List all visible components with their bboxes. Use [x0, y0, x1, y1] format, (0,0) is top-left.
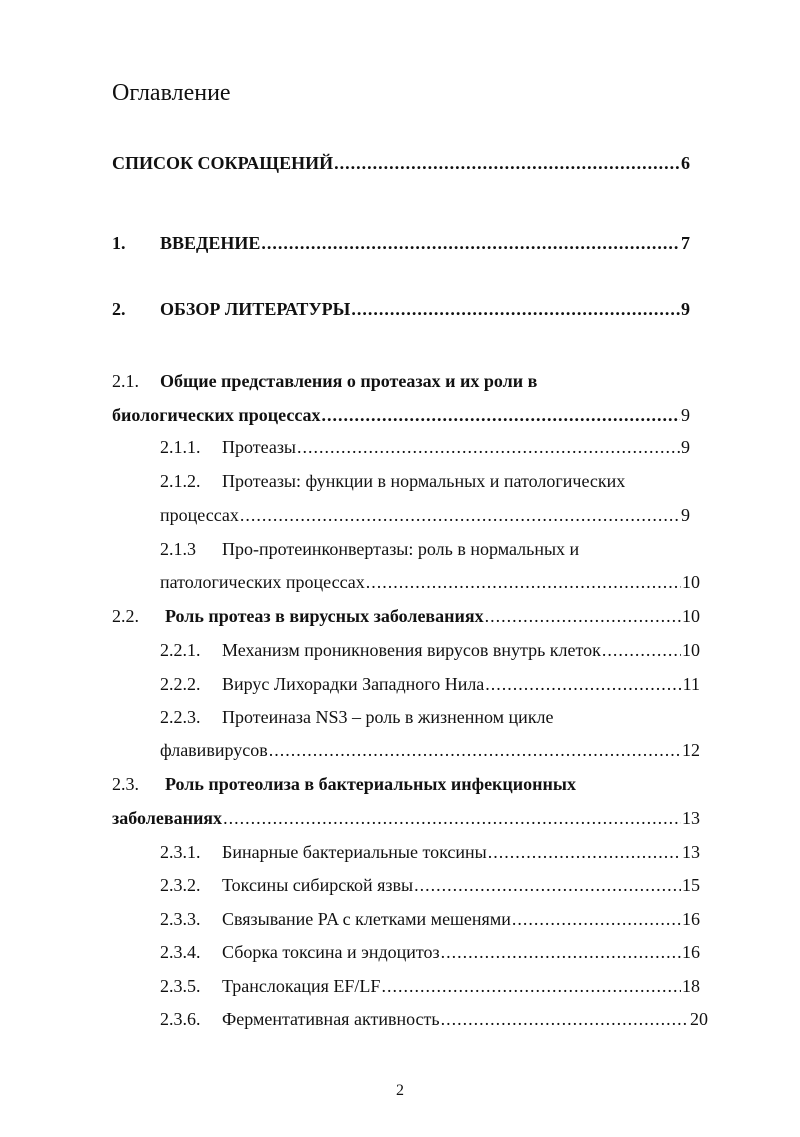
- toc-entry-2-2-2[interactable]: [222, 674, 700, 695]
- toc-entry-title: Роль протеаз в вирусных заболеваниях: [165, 606, 484, 626]
- dot-leader: [297, 437, 680, 458]
- dot-leader: [334, 153, 680, 174]
- toc-entry-title-line1[interactable]: Роль протеолиза в бактериальных инфекционных: [165, 774, 576, 794]
- toc-entry-page: 15: [682, 875, 700, 895]
- toc-entry-page: 13: [682, 808, 700, 828]
- toc-entry-page: 9: [681, 405, 690, 425]
- toc-entry-2-2[interactable]: [165, 606, 700, 627]
- toc-entry-title-line2: патологических процессах: [160, 572, 365, 592]
- toc-entry-2-3-1[interactable]: [222, 842, 700, 863]
- toc-entry-page: 18: [682, 976, 700, 996]
- toc-entry-title-line1[interactable]: Про-протеинконвертазы: роль в нормальных и: [222, 539, 580, 559]
- toc-entry-title-line1[interactable]: Общие представления о протеазах и их роли в: [160, 371, 538, 391]
- toc-entry-page: 10: [682, 606, 700, 626]
- toc-entry-number: 2.3.5.: [160, 976, 201, 996]
- toc-entry-2-3-2[interactable]: [222, 875, 700, 896]
- toc-entry-title-line2: заболеваниях: [112, 808, 223, 828]
- page-title: Оглавление: [112, 80, 231, 106]
- toc-entry-page: 16: [682, 942, 700, 962]
- toc-entry-number: 2.1.: [112, 371, 139, 391]
- toc-entry-title-line2: биологических процессах: [112, 405, 321, 425]
- dot-leader: [602, 640, 681, 661]
- toc-entry-title: Бинарные бактериальные токсины: [222, 842, 487, 862]
- toc-entry-page: 10: [682, 640, 700, 660]
- dot-leader: [414, 875, 681, 896]
- toc-entry-title-line2: флавивирусов: [160, 740, 268, 760]
- toc-entry-number: 2.3.2.: [160, 875, 201, 895]
- toc-entry-page: 12: [682, 740, 700, 760]
- dot-leader: [223, 808, 681, 829]
- toc-entry-title: Вирус Лихорадки Западного Нила: [222, 674, 485, 694]
- toc-entry-number: 2.1.2.: [160, 471, 201, 491]
- toc-entry-2-3[interactable]: [112, 808, 700, 829]
- dot-leader: [381, 976, 681, 997]
- toc-entry-page: 13: [682, 842, 700, 862]
- dot-leader: [269, 740, 681, 761]
- dot-leader: [441, 942, 681, 963]
- toc-entry-2-3-4[interactable]: [222, 942, 700, 963]
- toc-entry-2-1-3[interactable]: [160, 572, 700, 593]
- dot-leader: [351, 299, 680, 320]
- toc-entry-title: Механизм проникновения вирусов внутрь клеток: [222, 640, 601, 660]
- toc-entry-2-1-1[interactable]: [222, 437, 690, 458]
- toc-entry-title: Протеазы: [222, 437, 297, 457]
- toc-entry-2-1[interactable]: [112, 405, 690, 426]
- toc-entry-page: 20: [690, 1009, 708, 1029]
- dot-leader: [366, 572, 681, 593]
- dot-leader: [240, 505, 680, 526]
- toc-entry-page: 6: [681, 153, 690, 173]
- dot-leader: [322, 405, 680, 426]
- toc-entry-title: Ферментативная активность: [222, 1009, 440, 1029]
- toc-entry-abbreviations[interactable]: [112, 153, 690, 174]
- dot-leader: [441, 1009, 689, 1030]
- toc-entry-title-line2: процессах: [160, 505, 239, 525]
- toc-entry-title-line1[interactable]: Протеазы: функции в нормальных и патологических: [222, 471, 626, 491]
- toc-entry-number: 2.1.1.: [160, 437, 201, 457]
- toc-entry-page: 11: [682, 674, 700, 694]
- toc-entry-number: 2.3.1.: [160, 842, 201, 862]
- toc-entry-number: 2.: [112, 299, 126, 319]
- toc-entry-number: 2.2.3.: [160, 707, 201, 727]
- dot-leader: [512, 909, 681, 930]
- toc-entry-2-2-3[interactable]: [160, 740, 700, 761]
- dot-leader: [485, 674, 681, 695]
- toc-entry-page: 9: [681, 299, 690, 319]
- toc-entry-literature-review[interactable]: [160, 299, 690, 320]
- toc-entry-number: 2.2.2.: [160, 674, 201, 694]
- toc-entry-title: Сборка токсина и эндоцитоз: [222, 942, 440, 962]
- dot-leader: [485, 606, 681, 627]
- toc-entry-number: 2.2.: [112, 606, 139, 626]
- toc-entry-page: 9: [681, 437, 690, 457]
- toc-entry-title: Связывание PA с клетками мешенями: [222, 909, 511, 929]
- toc-entry-introduction[interactable]: [160, 233, 690, 254]
- toc-entry-page: 7: [681, 233, 690, 253]
- dot-leader: [488, 842, 681, 863]
- toc-entry-2-1-2[interactable]: [160, 505, 690, 526]
- toc-entry-2-3-5[interactable]: [222, 976, 700, 997]
- toc-entry-number: 2.3.4.: [160, 942, 201, 962]
- toc-entry-number: 2.1.3: [160, 539, 196, 559]
- toc-entry-page: 10: [682, 572, 700, 592]
- toc-entry-page: 16: [682, 909, 700, 929]
- toc-entry-title: СПИСОК СОКРАЩЕНИЙ: [112, 153, 334, 173]
- toc-entry-title: Транслокация EF/LF: [222, 976, 381, 996]
- toc-entry-2-2-1[interactable]: [222, 640, 700, 661]
- toc-entry-title: ВВЕДЕНИЕ: [160, 233, 261, 253]
- toc-entry-title-line1[interactable]: Протеиназа NS3 – роль в жизненном цикле: [222, 707, 554, 727]
- toc-entry-number: 1.: [112, 233, 126, 253]
- toc-entry-page: 9: [681, 505, 690, 525]
- toc-entry-number: 2.3.: [112, 774, 139, 794]
- toc-entry-title: Токсины сибирской язвы: [222, 875, 414, 895]
- toc-entry-number: 2.2.1.: [160, 640, 201, 660]
- toc-entry-number: 2.3.6.: [160, 1009, 201, 1029]
- toc-entry-2-3-6[interactable]: [222, 1009, 708, 1030]
- toc-entry-2-3-3[interactable]: [222, 909, 700, 930]
- toc-entry-title: ОБЗОР ЛИТЕРАТУРЫ: [160, 299, 351, 319]
- page-number: 2: [396, 1082, 404, 1099]
- dot-leader: [261, 233, 680, 254]
- toc-entry-number: 2.3.3.: [160, 909, 201, 929]
